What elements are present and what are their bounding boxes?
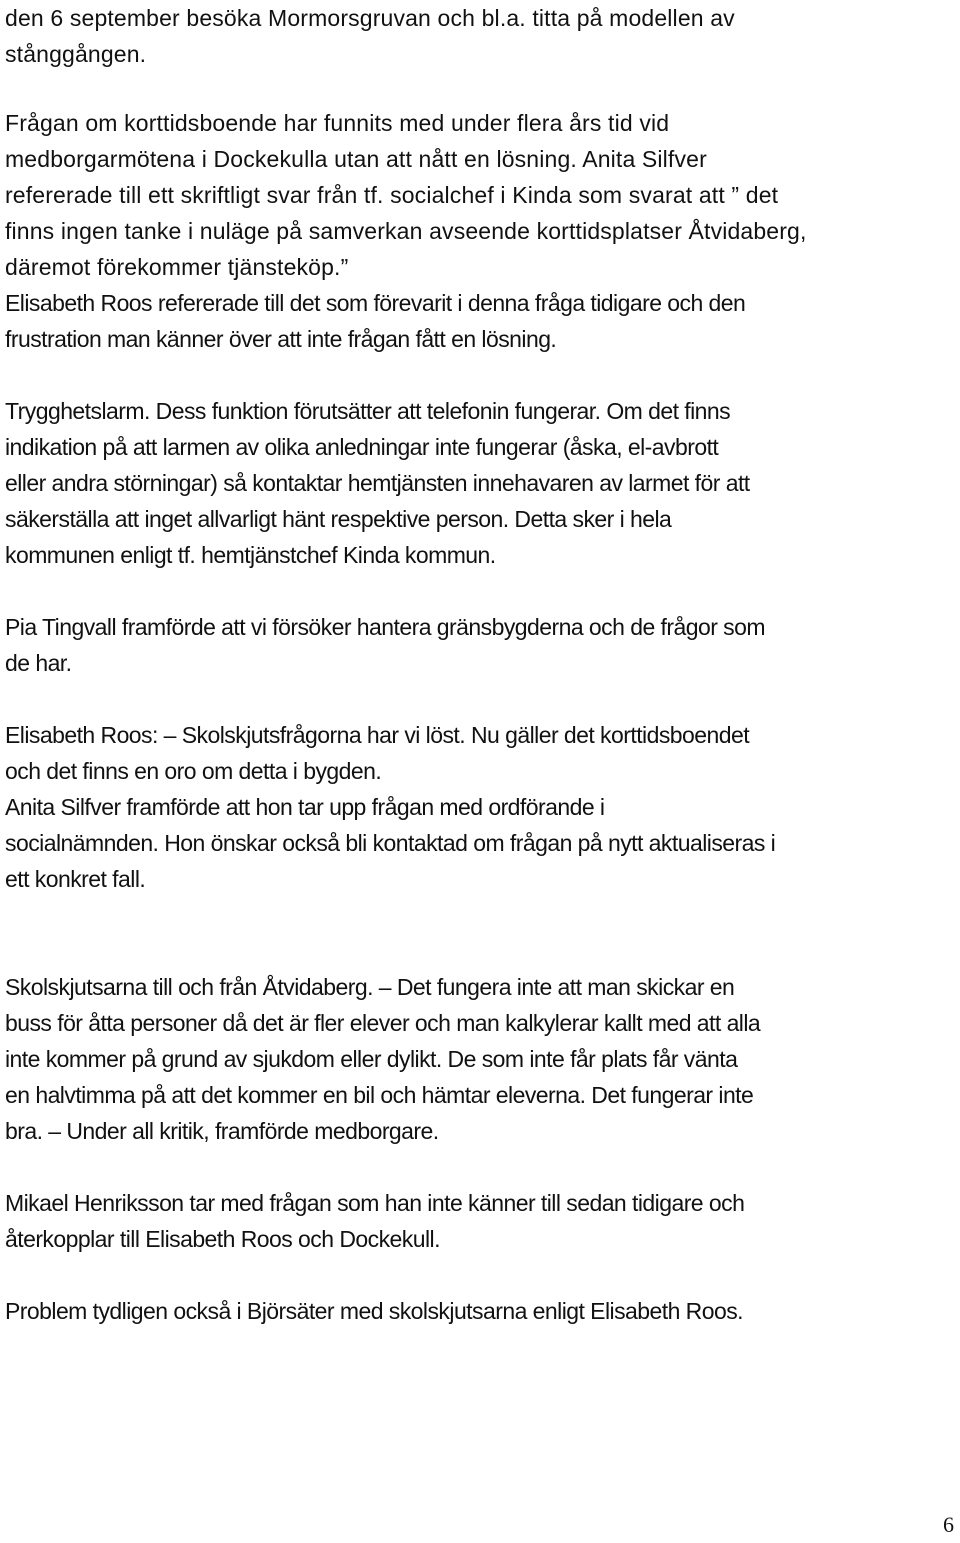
- text-line: refererade till ett skriftligt svar från tf. socialchef i Kinda som svarat att ” det: [5, 182, 779, 208]
- text-line: kommunen enligt tf. hemtjänstchef Kinda kommun.: [5, 542, 496, 568]
- text-line: Frågan om korttidsboende har funnits med under flera års tid vid: [5, 110, 670, 136]
- text-line: däremot förekommer tjänsteköp.”: [5, 254, 349, 280]
- text-line: Pia Tingvall framförde att vi försöker hantera gränsbygderna och de frågor som: [5, 614, 765, 640]
- page-number: 6: [943, 1512, 954, 1537]
- text-line: Elisabeth Roos refererade till det som förevarit i denna fråga tidigare och den: [5, 290, 746, 316]
- text-line: Mikael Henriksson tar med frågan som han inte känner till sedan tidigare och: [5, 1190, 745, 1216]
- text-line: Trygghetslarm. Dess funktion förutsätter att telefonin fungerar. Om det finns: [5, 398, 731, 424]
- text-line: Elisabeth Roos: – Skolskjutsfrågorna har vi löst. Nu gäller det korttidsboendet: [5, 722, 750, 748]
- text-line: ett konkret fall.: [5, 866, 146, 892]
- text-line: frustration man känner över att inte frågan fått en lösning.: [5, 326, 557, 352]
- text-line: och det finns en oro om detta i bygden.: [5, 758, 382, 784]
- text-line: de har.: [5, 650, 72, 676]
- text-line: säkerställa att inget allvarligt hänt respektive person. Detta sker i hela: [5, 506, 672, 532]
- text-line: den 6 september besöka Mormorsgruvan och bl.a. titta på modellen av: [5, 5, 735, 31]
- text-line: indikation på att larmen av olika anledningar inte fungerar (åska, el‐avbrott: [5, 434, 719, 460]
- text-line: återkopplar till Elisabeth Roos och Dockekull.: [5, 1226, 440, 1252]
- text-line: inte kommer på grund av sjukdom eller dylikt. De som inte får plats får vänta: [5, 1046, 738, 1072]
- text-line: eller andra störningar) så kontaktar hemtjänsten innehavaren av larmet för att: [5, 470, 750, 496]
- text-line: Skolskjutsarna till och från Åtvidaberg. – Det fungera inte att man skickar en: [5, 974, 735, 1000]
- text-line: stånggången.: [5, 41, 147, 67]
- text-line: Anita Silfver framförde att hon tar upp frågan med ordförande i: [5, 794, 605, 820]
- text-line: buss för åtta personer då det är fler elever och man kalkylerar kallt med att alla: [5, 1010, 761, 1036]
- text-line: bra. – Under all kritik, framförde medborgare.: [5, 1118, 439, 1144]
- text-line: finns ingen tanke i nuläge på samverkan avseende korttidsplatser Åtvidaberg,: [5, 218, 807, 244]
- text-line: medborgarmötena i Dockekulla utan att nått en lösning. Anita Silfver: [5, 146, 707, 172]
- text-line: socialnämnden. Hon önskar också bli kontaktad om frågan på nytt aktualiseras i: [5, 830, 776, 856]
- text-line: Problem tydligen också i Björsäter med skolskjutsarna enligt Elisabeth Roos.: [5, 1298, 744, 1324]
- text-line: en halvtimma på att det kommer en bil och hämtar eleverna. Det fungerar inte: [5, 1082, 754, 1108]
